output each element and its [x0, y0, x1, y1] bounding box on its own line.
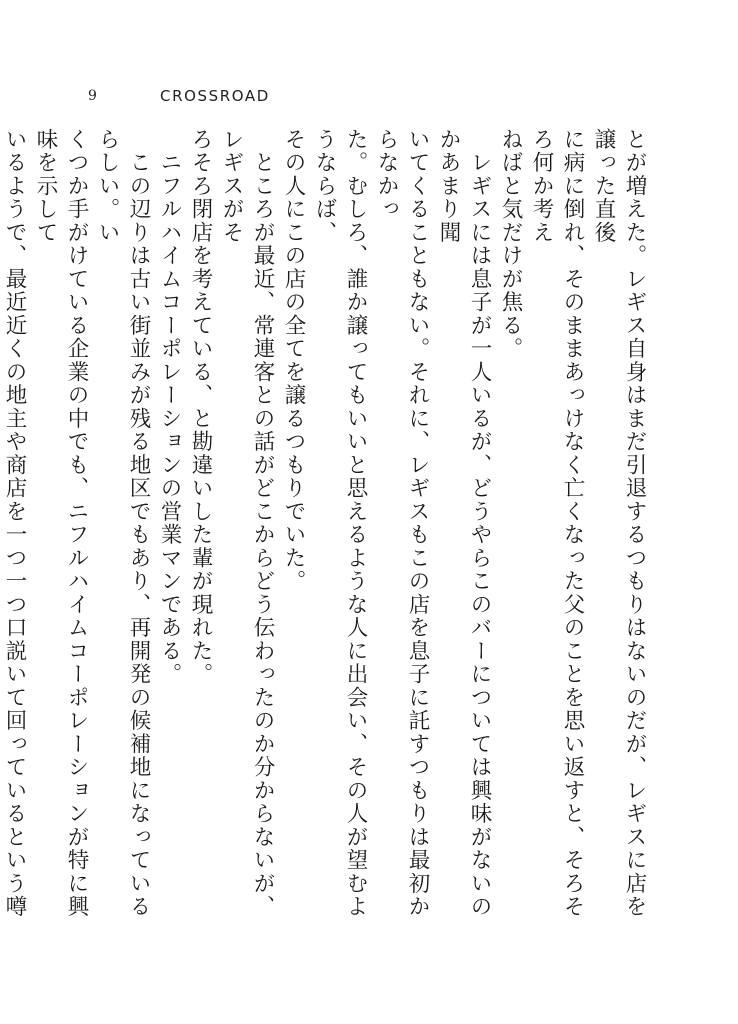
- paragraph: レギスには息子が一人いるが、どうやらこのバーについては興味がないのかあまり聞 いてくることもない。それに、レギスもこの店を息子に託すつもりは最初からなかっ た。むしろ、誰か譲ってもいいと思えるような人に出会い、その人が望むようならば、 その人にこの店の全てを譲るつもりでいた。: [281, 128, 492, 919]
- paragraph: とが増えた。レギス自身はまだ引退するつもりはないのだが、レギスに店を譲った直後 に病に倒れ、そのままあっけなく亡くなった父のことを思い返すと、そろそろ何か考え ねばと気だけが焦る。: [498, 128, 647, 919]
- paragraph: この辺りは古い街並みが残る地区でもあり、再開発の候補地になっているらしい。い くつか手がけている企業の中でも、ニフルハイムコーポレーションが特に興味を示して いるようで、最近近くの地主や商店を一つ一つ口説いて回っているという噂: [2, 128, 151, 919]
- page-number: 9: [88, 88, 97, 104]
- body-text: [2, 128, 650, 928]
- paragraph: ニフルハイムコーポレーションの営業マンである。: [157, 128, 182, 686]
- paragraph: ところが最近、常連客との話がどこからどう伝わったのか分からないが、レギスがそ ろそろ閉店を考えている、と勘違いした輩が現れた。: [188, 128, 275, 919]
- running-title: CROSSROAD: [160, 87, 270, 105]
